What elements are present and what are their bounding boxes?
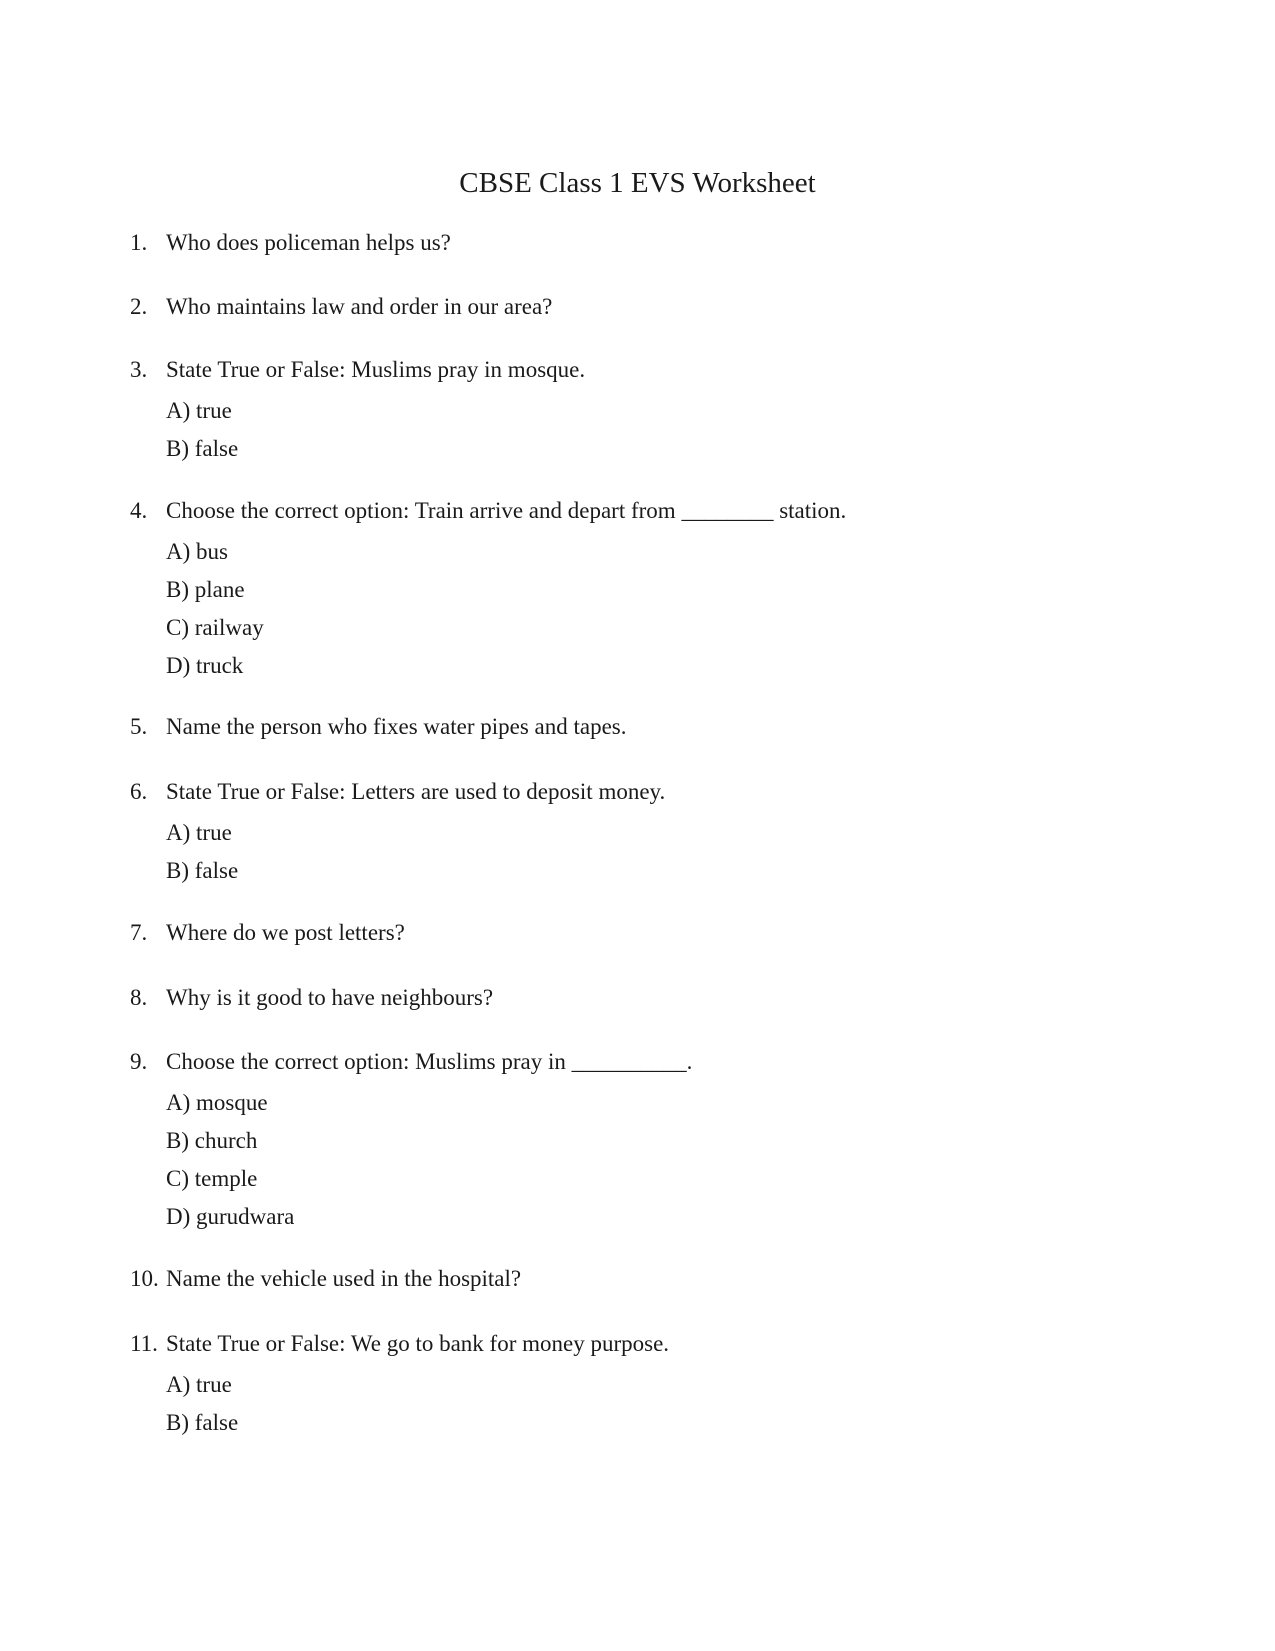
question-number: 9. <box>130 1049 148 1074</box>
question-text: Who does policeman helps us? <box>166 230 451 255</box>
question-number: 2. <box>130 294 148 319</box>
question-number: 1. <box>130 230 148 255</box>
option-label: B) church <box>166 1128 258 1153</box>
question-text: Why is it good to have neighbours? <box>166 985 494 1010</box>
option-label: A) true <box>166 1372 232 1397</box>
question-text: Who maintains law and order in our area? <box>166 294 553 319</box>
option-label: A) true <box>166 820 232 845</box>
option-label: A) mosque <box>166 1090 268 1115</box>
question-text: Choose the correct option: Muslims pray in __________. <box>166 1049 693 1074</box>
option-label: B) false <box>166 436 239 461</box>
option-label: B) false <box>166 1410 239 1435</box>
question-number: 8. <box>130 985 148 1010</box>
question-text: State True or False: Letters are used to deposit money. <box>166 779 666 804</box>
question-text: Name the vehicle used in the hospital? <box>166 1266 522 1291</box>
question-number: 7. <box>130 920 148 945</box>
option-label: C) railway <box>166 615 264 640</box>
option-label: D) gurudwara <box>166 1204 295 1229</box>
question-text: Name the person who fixes water pipes and tapes. <box>166 714 627 739</box>
question-text: Choose the correct option: Train arrive and depart from ________ station. <box>166 498 847 523</box>
option-label: B) plane <box>166 577 245 602</box>
option-label: D) truck <box>166 653 244 678</box>
option-label: A) true <box>166 398 232 423</box>
question-text: State True or False: We go to bank for money purpose. <box>166 1331 670 1356</box>
question-text: State True or False: Muslims pray in mosque. <box>166 357 586 382</box>
question-number: 10. <box>130 1266 159 1291</box>
question-number: 3. <box>130 357 148 382</box>
option-label: B) false <box>166 858 239 883</box>
option-label: A) bus <box>166 539 228 564</box>
question-number: 4. <box>130 498 148 523</box>
question-number: 11. <box>130 1331 158 1356</box>
option-label: C) temple <box>166 1166 258 1191</box>
page-title: CBSE Class 1 EVS Worksheet <box>459 167 816 199</box>
question-text: Where do we post letters? <box>166 920 405 945</box>
question-number: 6. <box>130 779 148 804</box>
question-number: 5. <box>130 714 148 739</box>
